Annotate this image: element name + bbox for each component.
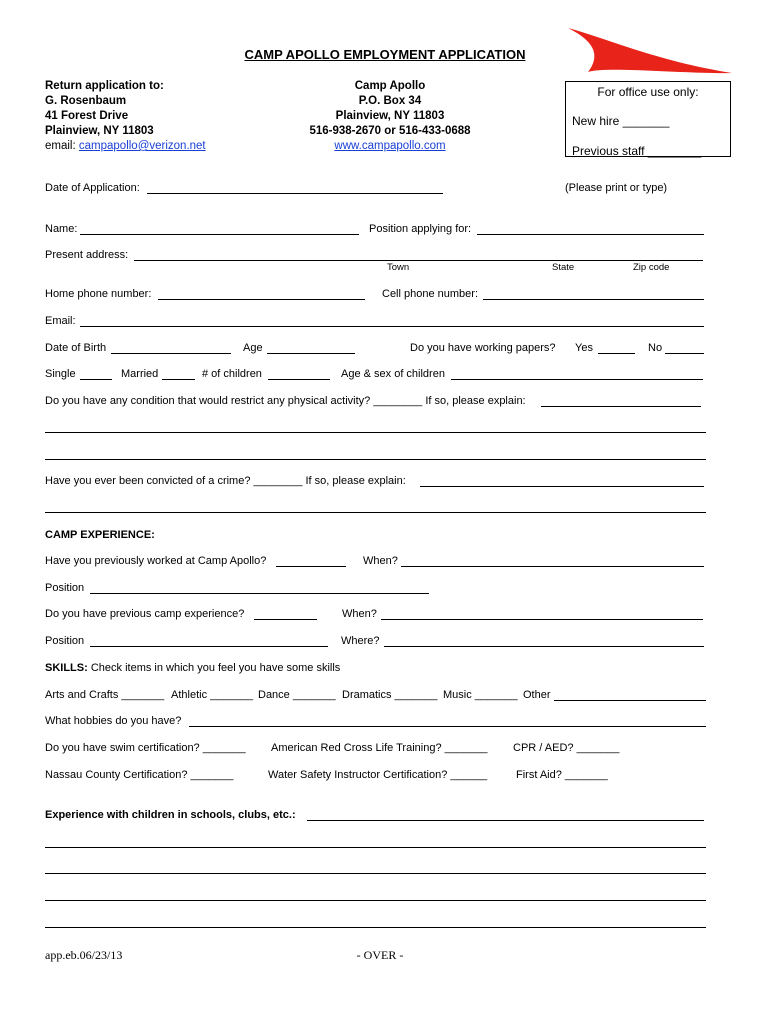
- state-label: State: [552, 262, 575, 273]
- condition-explain-input[interactable]: [541, 406, 701, 407]
- nassau-field[interactable]: Nassau County Certification? _______: [45, 769, 234, 781]
- name-label: Name:: [45, 223, 78, 235]
- home-phone-input[interactable]: [158, 299, 365, 300]
- skill-arts[interactable]: Arts and Crafts _______: [45, 689, 165, 701]
- date-application-label: Date of Application:: [45, 182, 140, 194]
- age-input[interactable]: [267, 353, 355, 354]
- camp-city: Plainview, NY 11803: [335, 110, 445, 122]
- swim-cert-field[interactable]: Do you have swim certification? _______: [45, 742, 246, 754]
- where-label: Where?: [341, 635, 380, 647]
- yes-label: Yes: [575, 342, 593, 354]
- email-input[interactable]: [80, 326, 704, 327]
- crime-line-2[interactable]: [45, 512, 706, 513]
- num-children-label: # of children: [202, 368, 262, 380]
- skills-instruction: Check items in which you feel you have some skills: [90, 662, 341, 674]
- position-applying-input[interactable]: [477, 234, 704, 235]
- position1-input[interactable]: [90, 593, 429, 594]
- camp-po: P.O. Box 34: [358, 95, 422, 107]
- skill-athletic[interactable]: Athletic _______: [171, 689, 253, 701]
- age-sex-children-label: Age & sex of children: [341, 368, 445, 380]
- no-input[interactable]: [665, 353, 704, 354]
- red-cross-field[interactable]: American Red Cross Life Training? _______: [271, 742, 488, 754]
- cpr-field[interactable]: CPR / AED? _______: [513, 742, 620, 754]
- first-aid-field[interactable]: First Aid? _______: [516, 769, 608, 781]
- return-heading: Return application to:: [45, 80, 164, 92]
- position1-label: Position: [45, 582, 85, 594]
- cell-phone-label: Cell phone number:: [382, 288, 479, 300]
- date-application-input[interactable]: [147, 193, 443, 194]
- hobbies-input[interactable]: [189, 726, 706, 727]
- when2-label: When?: [342, 608, 377, 620]
- worked-apollo-input[interactable]: [276, 566, 346, 567]
- hobbies-label: What hobbies do you have?: [45, 715, 182, 727]
- position2-input[interactable]: [90, 646, 328, 647]
- office-use-box: [565, 81, 731, 157]
- email-field-label: Email:: [45, 315, 76, 327]
- single-label: Single: [45, 368, 76, 380]
- prev-camp-input[interactable]: [254, 619, 317, 620]
- married-input[interactable]: [162, 379, 195, 380]
- cell-phone-input[interactable]: [483, 299, 704, 300]
- when1-label: When?: [363, 555, 398, 567]
- skill-dramatics[interactable]: Dramatics _______: [342, 689, 438, 701]
- yes-input[interactable]: [598, 353, 635, 354]
- when1-input[interactable]: [401, 566, 704, 567]
- return-city: Plainview, NY 11803: [45, 125, 154, 137]
- num-children-input[interactable]: [268, 379, 330, 380]
- prev-camp-label: Do you have previous camp experience?: [45, 608, 245, 620]
- crime-question: Have you ever been convicted of a crime? ________ If so, please explain:: [45, 475, 406, 487]
- email-link[interactable]: campapollo@verizon.net: [78, 140, 206, 152]
- form-code: app.eb.06/23/13: [45, 948, 123, 962]
- camp-address-block: [290, 79, 490, 154]
- working-papers-label: Do you have working papers?: [410, 342, 556, 354]
- position-applying-label: Position applying for:: [369, 223, 472, 235]
- no-label: No: [648, 342, 663, 354]
- worked-apollo-label: Have you previously worked at Camp Apollo?: [45, 555, 267, 567]
- experience-line-3[interactable]: [45, 873, 706, 874]
- previous-staff-field[interactable]: Previous staff ________: [572, 144, 702, 158]
- where-input[interactable]: [384, 646, 704, 647]
- office-heading: For office use only:: [597, 85, 699, 99]
- skills-instruction-row: [45, 662, 340, 674]
- position2-label: Position: [45, 635, 85, 647]
- address-input[interactable]: [134, 260, 703, 261]
- new-hire-field[interactable]: New hire _______: [572, 114, 670, 128]
- when2-input[interactable]: [381, 619, 703, 620]
- over-note: - OVER -: [356, 948, 404, 962]
- address-label: Present address:: [45, 249, 129, 261]
- condition-line-3[interactable]: [45, 459, 706, 460]
- age-label: Age: [243, 342, 263, 354]
- camp-experience-heading: CAMP EXPERIENCE:: [45, 529, 155, 541]
- print-note: (Please print or type): [565, 182, 668, 194]
- dob-input[interactable]: [111, 353, 231, 354]
- return-address-block: [45, 79, 206, 154]
- condition-line-2[interactable]: [45, 432, 706, 433]
- email-label: email:: [45, 140, 76, 152]
- name-input[interactable]: [80, 234, 359, 235]
- camp-phones: 516-938-2670 or 516-433-0688: [309, 125, 471, 137]
- return-street: 41 Forest Drive: [45, 110, 129, 122]
- dob-label: Date of Birth: [45, 342, 107, 354]
- wsi-field[interactable]: Water Safety Instructor Certification? ______: [268, 769, 488, 781]
- skill-dance[interactable]: Dance _______: [258, 689, 336, 701]
- return-email-row: [45, 139, 206, 154]
- skill-other-input[interactable]: [554, 700, 706, 701]
- skill-other-label: Other: [523, 689, 551, 701]
- form-title: CAMP APOLLO EMPLOYMENT APPLICATION: [244, 47, 526, 62]
- town-label: Town: [387, 262, 410, 273]
- married-label: Married: [121, 368, 159, 380]
- crime-explain-input[interactable]: [420, 486, 704, 487]
- experience-line-4[interactable]: [45, 900, 706, 901]
- website-link[interactable]: www.campapollo.com: [334, 140, 446, 152]
- experience-line-5[interactable]: [45, 927, 706, 928]
- single-input[interactable]: [80, 379, 112, 380]
- return-name: G. Rosenbaum: [45, 95, 127, 107]
- experience-children-input[interactable]: [307, 820, 704, 821]
- home-phone-label: Home phone number:: [45, 288, 152, 300]
- zip-label: Zip code: [633, 262, 670, 273]
- experience-line-2[interactable]: [45, 847, 706, 848]
- camp-name: Camp Apollo: [354, 80, 426, 92]
- condition-question: Do you have any condition that would restrict any physical activity? ________ If so, please explain:: [45, 395, 526, 407]
- skill-music[interactable]: Music _______: [443, 689, 518, 701]
- skills-heading: SKILLS:: [45, 662, 88, 674]
- experience-children-label: Experience with children in schools, clubs, etc.:: [45, 809, 296, 821]
- age-sex-children-input[interactable]: [451, 379, 703, 380]
